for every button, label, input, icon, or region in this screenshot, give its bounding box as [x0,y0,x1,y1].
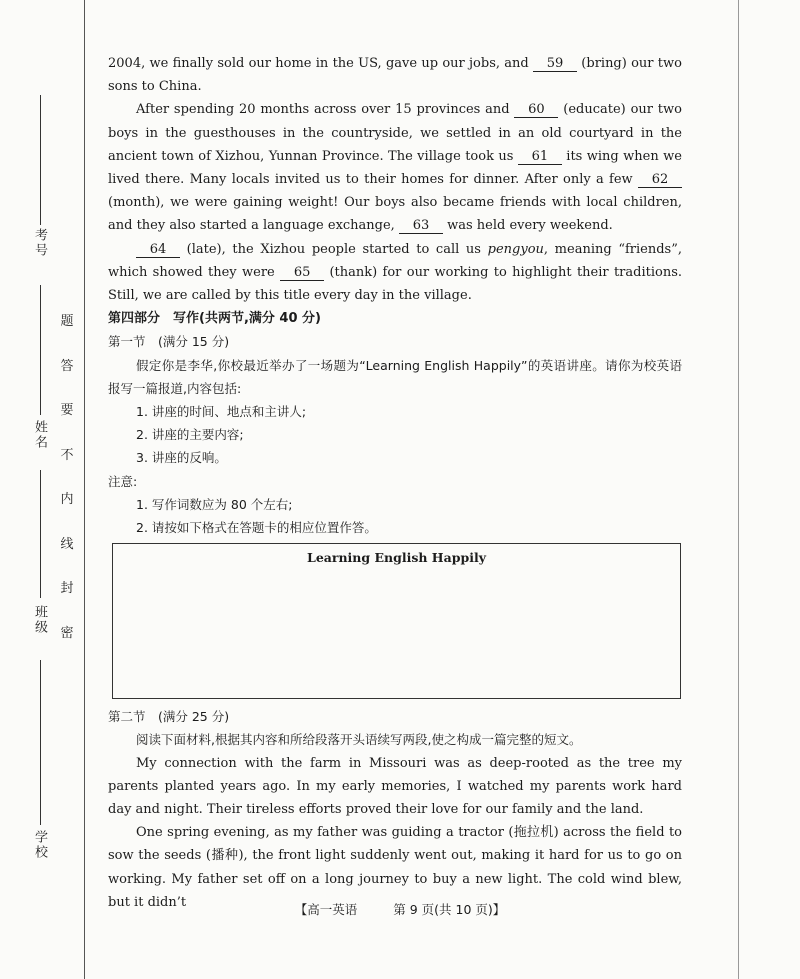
seal-char: 封 [60,581,74,596]
task-point: 1. 讲座的时间、地点和主讲人; [136,404,307,420]
seal-char: 内 [60,492,74,507]
part-four-heading: 第四部分 写作(共两节,满分 40 分) [108,311,321,327]
passage-text: (late), the Xizhou people started to call us [186,241,481,257]
passage-text: (thank) for our working to highlight their traditions. Still, we are called by this title every day in the village. [108,264,683,304]
passage-text: 2004, we finally sold our home in the US, gave up our jobs, and [108,56,529,71]
name-line[interactable] [40,285,41,415]
seal-char: 密 [60,625,74,641]
task-point: 3. 讲座的反响。 [136,450,227,466]
story-paragraph-1: My connection with the farm in Missouri was as deep-rooted as the tree my parents planted years ago. In my early memories, I watched my parents work hard day and night. Their tireless efforts proved their love for our family and the land. [108,755,682,818]
footer-page-number: 第 9 页(共 10 页)】 [393,902,506,917]
label-exam-number: 考号 [32,228,47,258]
label-class: 班级 [32,605,47,635]
footer-subject: 【高一英语 [294,902,358,917]
section-two-heading: 第二节 (满分 25 分) [108,709,230,725]
answer-box-title: Learning English Happily [307,550,486,566]
blank-60[interactable]: 60 [514,102,558,118]
passage-text: (month), we were gaining weight! Our boys also became friends with local children, and they also started a language exchange, [108,195,682,234]
page-footer [0,900,800,918]
passage-text: After spending 20 months across over 15 provinces and [136,102,510,118]
task-point: 2. 讲座的主要内容; [136,427,244,443]
passage-text: was held every weekend. [447,218,613,234]
class-line[interactable] [40,470,41,598]
school-line[interactable] [40,660,41,825]
section-one-heading: 第一节 (满分 15 分) [108,334,230,350]
blank-61[interactable]: 61 [518,149,562,165]
seal-char: 线 [60,536,74,552]
seal-char: 不 [60,447,74,463]
blank-63[interactable]: 63 [399,218,443,234]
passage-italic-word: pengyou [487,241,544,257]
passage-text: (educate) our two boys in the guesthouses in the countryside, we settled in an old courtyard in the ancient town of Xizhou, Yunnan Province. The village took us [108,102,682,164]
label-name: 姓名 [32,420,47,450]
passage-paragraph-2 [108,98,682,237]
seal-line-notice [57,310,77,666]
passage-text: , meaning “friends”, which showed they were [108,241,682,280]
note-item: 2. 请按如下格式在答题卡的相应位置作答。 [136,520,377,536]
answer-box[interactable] [112,543,681,699]
passage-paragraph-3 [108,238,682,308]
story-paragraph-2: One spring evening, as my father was guiding a tractor (拖拉机) across the field to sow the seeds (播种), the front light suddenly went out, making it hard for us to go on working. My father set off on a long journey to buy a new light. The cold wind blew, but it didn’t [108,825,682,910]
exam-number-line[interactable] [40,95,41,225]
seal-char: 要 [60,403,74,418]
writing-task-prompt: 假定你是李华,你校最近举办了一场题为“Learning English Happily”的英语讲座。请你为校英语报写一篇报道,内容包括: [108,357,682,396]
exam-content [108,52,682,914]
passage-paragraph-1 [108,52,682,98]
margin-line-left [84,0,85,979]
passage-text: its wing when we lived there. Many locals invited us to their homes for dinner. After only a few [108,148,682,188]
section-two-instruction: 阅读下面材料,根据其内容和所给段落开头语续写两段,使之构成一篇完整的短文。 [136,732,582,748]
seal-char: 答 [60,358,74,374]
margin-line-right [738,0,739,979]
blank-62[interactable]: 62 [638,172,682,188]
seal-char: 题 [60,314,74,329]
blank-59[interactable]: 59 [533,56,577,72]
note-item: 1. 写作词数应为 80 个左右; [136,496,293,512]
blank-64[interactable]: 64 [136,242,180,258]
blank-65[interactable]: 65 [280,265,324,281]
passage-text: (bring) our two sons to China. [108,56,682,95]
note-label: 注意: [108,473,138,489]
label-school: 学校 [32,830,47,860]
